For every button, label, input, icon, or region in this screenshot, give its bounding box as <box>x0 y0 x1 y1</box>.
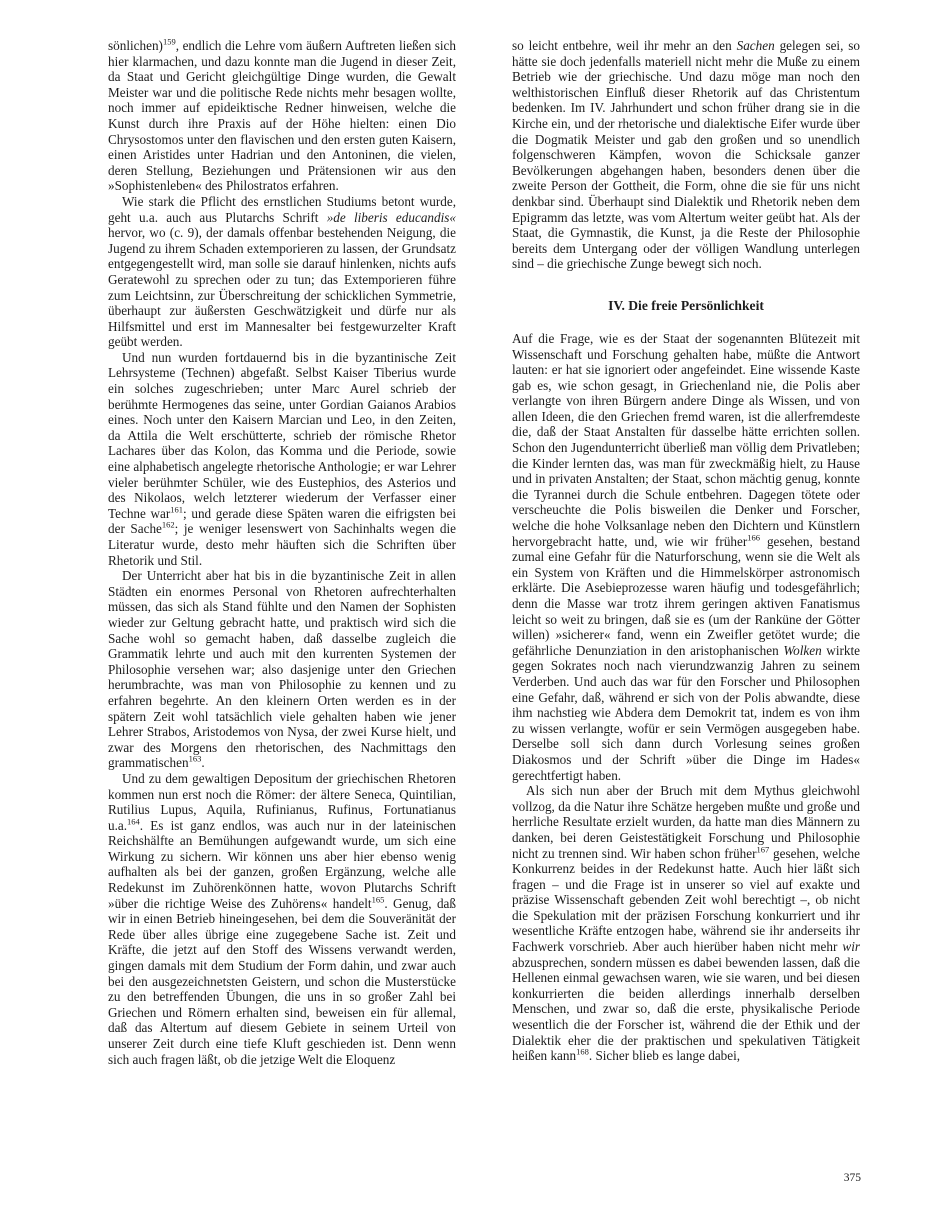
body-text: Und nun wurden fortdauernd bis in die byzantinische Zeit Lehrsysteme (Technen) abgefaßt. Selbst Kaiser Tiberius wurde ein solches zugeschrieben; unter Marc Aurel schrieb der berühmte Hermogenes das seine, unter Gordian Gaianos Arabios eines. Noch unter den Kaisern Marcian und Leo, in den Zeiten, da Attila die Welt erschütterte, schrieb der römische Rhetor Lachares über das Kolon, das Komma und die Periode, sowie eine alphabetisch angelegte rhetorische Anthologie; er war Lehrer vieler berühmter Schüler, wie des Eustephios, des Asterios und des Nikolaos, welch letzterer wiederum der Verfasser einer Techne war <box>108 349 456 521</box>
paragraph <box>512 38 860 272</box>
paragraph <box>512 783 860 1064</box>
body-text: . Sicher blieb es lange dabei, <box>588 1048 741 1064</box>
footnote-ref: 161 <box>170 504 184 515</box>
emphasis-text: Sachen <box>736 38 775 53</box>
body-text: abzusprechen, sondern müssen es dabei bewenden lassen, daß die Hellenen einmal gewachsen waren, wie sie waren, und bei diesen konkurrierten die beiden allerdings innerhalb derselben Menschen, und zwar so, daß die erste, physikalische Periode wesentlich die der Forscher ist, während die der Ethik und der Dialektik eher die der praktischen und spekulativen Tätigkeit heißen kann <box>512 954 860 1064</box>
emphasis-text: wir <box>842 939 860 955</box>
body-text: . Es ist ganz endlos, was auch nur in der lateinischen Reichshälfte an Bemühungen aufgewandt wurde, um sich eine Wirkung zu sichern. Wir können uns aber hier ebenso wenig aufhalten als bei der ganzen, großen Ergänzung, welche alle Redekunst im Zuhörenkönnen hatte, wovon Plutarchs Schrift »über die richtige Weise des Zuhörens« handelt <box>108 817 456 911</box>
footnote-ref: 159 <box>162 36 176 47</box>
emphasis-text: »de liberis educandis« <box>326 209 456 225</box>
body-text: Auf die Frage, wie es der Staat der sogenannten Blütezeit mit Wissenschaft und Forschung gehalten habe, müßte die Antwort lauten: er hat sie ignoriert oder angefeindet. Eine wissende Kaste gab es, wie schon gesagt, in Griechenland nie, die Polis aber verlangte von ihren Bürgern andere Dinge als Wissen, und von allen Ideen, die den Griechen fremd waren, ist die allerfremdeste die, daß der Staat Anstalten für dasselbe hätte errichten sollen. Schon den Jugendunterricht überließ man völlig dem Privatleben; die Kinder lernten das, was man für zweckmäßig hielt, zu Hause und in privaten Anstalten; der Staat, schon mächtig genug, konnte die Tyrannei durch die Schule entbehren. Dagegen tötete oder verscheuchte die Polis bisweilen die Denker und Forscher, welche die hohe Volksanlage neben den Dichtern und Künstlern hervorgebracht hatte, und, wie wir früher <box>512 330 860 549</box>
body-text: Als sich nun aber der Bruch mit dem Mythus gleichwohl vollzog, da die Natur ihre Schätze hergeben mußte und große und herrliche Resultate erzielt wurden, da hatte man dies Männern zu danken, bei deren Geistestätigkeit Forschung und Philosophie nicht zu trennen sind. Wir haben schon früher <box>512 783 860 861</box>
paragraph <box>108 771 456 1067</box>
page-footer <box>844 1172 861 1184</box>
body-text: . <box>201 755 205 771</box>
footnote-ref: 167 <box>756 844 770 855</box>
body-text: gesehen, welche Konkurrenz beides in der Redekunst hatte. Auch hier läßt sich fragen – und die Frage ist in unserer so viel auf exakte und präzise Wissenschaft gebenden Zeit wohl berechtigt –, ob nicht die Spekulation mit der präzisen Forschung konkurriert und ihr wesentliche Kräfte entzogen habe, während sie ihr anderseits ihr Fachwerk vorschrieb. Aber auch hierüber haben nicht mehr <box>512 845 860 955</box>
body-text: sönlichen) <box>108 38 163 53</box>
body-text: ; je weniger lesenswert von Sachinhalts wegen die Literatur wurde, desto mehr häuften sich die Schriften über Rhetorik und Stil. <box>108 521 456 568</box>
footnote-ref: 168 <box>576 1046 589 1057</box>
body-text: so leicht entbehre, weil ihr mehr an den <box>512 38 737 53</box>
section-heading <box>512 298 860 314</box>
footnote-ref: 162 <box>161 520 175 531</box>
body-text: IV. Die freie Persönlichkeit <box>608 297 764 313</box>
body-text: hervor, wo (c. 9), der damals offenbar bestehenden Neigung, die Jugend zu ihrem Schaden extemporieren zu lassen, der Grundsatz entgegengestellt wird, man solle sie darauf hinlenken, nichts aufs Geratewohl zu sprechen oder zu tun; das Extemporieren führe zum Leichtsinn, zur Überschreitung der schicklichen Symmetrie, überhaupt zur äußersten Geschwätzigkeit und dürfe nur als Hilfsmittel und erst im Mannesalter bei festgewurzelter Kraft geübt werden. <box>108 225 456 350</box>
right-column <box>512 38 860 1067</box>
footnote-ref: 166 <box>747 532 760 543</box>
body-text: ; und gerade diese Späten waren die eifrigsten bei der Sache <box>108 505 456 537</box>
paragraph <box>108 38 456 194</box>
emphasis-text: Wolken <box>783 642 822 658</box>
page-number: 375 <box>843 1172 861 1184</box>
text-columns <box>108 38 861 1067</box>
left-column <box>108 38 456 1067</box>
paragraph <box>108 568 456 771</box>
body-text: gelegen sei, so hätte sie doch jedenfalls materiell nicht mehr die Muße zu einem Betrieb wie der griechische. Und dazu möge man noch den welthistorischen Einfluß dieser Rhetorik auf das Christentum bedenken. Im IV. Jahrhundert und schon früher drang sie in die Kirche ein, und der rhetorische und dialektische Eifer wurde über die Dogmatik Meister und gab den großen und so unendlich folgenschweren Kämpfen, wovon die Schicksale ganzer Bevölkerungen abgehangen haben, besonders denen über die zweite Person der Gottheit, die Form, ohne die sie für uns nicht denkbar sind. Überhaupt sind Dialektik und Rhetorik neben dem Epigramm das letzte, was vom Altertum weiter geübt hat. Als der Staat, die Gymnastik, die Kunst, ja die Reste der Philosophie bereits dem Untergang oder der völligen Wandlung unterlegen sind – die griechische Zunge bewegt sich noch. <box>512 38 860 272</box>
body-text: . Genug, daß wir in einen Betrieb hineingesehen, bei dem die Souveränität der Rede über alles übrige eine zugegebene Sache ist. Zeit und Kräfte, die jetzt auf den Stoff des Wissens verwandt werden, gingen damals mit dem Studium der Form dahin, und zwar auch bei den ausgezeichnetsten Geistern, und schon die Musterstücke zu den betreffenden Übungen, die uns in so großer Zahl bei Griechen und Römern erhalten sind, beweisen ein für allemal, daß das Altertum auf diesem Gebiete in seinem Urteil von unserer Zeit durch eine tiefe Kluft geschieden ist. Denn wenn sich auch fragen läßt, ob die jetzige Welt die Eloquenz <box>108 895 456 1067</box>
body-text: , endlich die Lehre vom äußern Auftreten ließen sich hier klarmachen, und dazu konnte man die Jugend in dieser Zeit, da Staat und Gericht gleichgültige Dinge wurden, die Gewalt Meister war und die politische Rede nichts mehr besagen wollte, noch immer auf epideiktische Redner hinweisen, welche die Kunst durch ihre Praxis auf der Höhe hielten: einen Dio Chrysostomos unter den flavischen und den ersten guten Kaisern, einen Aristides unter Hadrian und den Antoninen, die vielen, deren Stellung, Beziehungen und Prätensionen wir aus den »Sophistenleben« des Philostratos erfahren. <box>108 38 456 194</box>
footnote-ref: 165 <box>371 894 385 905</box>
paragraph <box>108 194 456 350</box>
body-text: Wie stark die Pflicht des ernstlichen Studiums betont wurde, geht u.a. auch aus Plutarchs Schrift <box>108 193 456 225</box>
body-text: wirkte gegen Sokrates noch nach vierundzwanzig Jahren zu seinem Verderben. Und auch das war für den Forscher und Philosophen eine Gefahr, daß, während er sich von der Polis abwandte, diese ihm nachstieg wie Abdera dem Demokrit tat, indem es von ihm zu wissen verlangte, wofür er sein Vermögen ausgegeben habe. Derselbe soll sich dann durch Vorlesung seines großen Diakosmos und der Schrift »über die Dinge im Hades« gerechtfertigt haben. <box>512 642 860 783</box>
footnote-ref: 163 <box>188 753 202 764</box>
footnote-ref: 164 <box>127 816 140 827</box>
body-text: gesehen, bestand zumal eine Gefahr für die Naturforschung, wenn sie die Welt als ein System von Kräften und die Himmelskörper astronomisch erklärte. Die Asebieprozesse waren häufig und todesgefährlich; denn die Masse war trotz ihrem geringen aktiven Fanatismus leicht so weit zu bringen, daß sie es (um der Ranküne der Götter willen) »sicherer« fand, wenn ein Zweifler getötet wurde; die gefährliche Denunziation in den aristophanischen <box>512 533 860 658</box>
paragraph <box>512 331 860 783</box>
paragraph <box>108 350 456 568</box>
body-text: Der Unterricht aber hat bis in die byzantinische Zeit in allen Städten ein enormes Personal von Rhetoren aufrechterhalten müssen, das sich als Stand fühlte und den Namen der Sophisten wieder zur Geltung gebracht hatte, und praktisch wird sich die Sache wohl so gemacht haben, daß dasselbe zugleich die Grammatik lehrte und auch mit den kurrenten Systemen der Philosophie versehen war; also dasjenige unter den Griechen herumbrachte, was man von Philosophie zu kennen und zu erfahren begehrte. An den kleinern Orten werden es in der spätern Zeit wohl tatsächlich viele gehalten haben wie jener Lehrer Strabos, Aristodemos von Nysa, der zwei Kurse hielt, und zwar des Morgens den rhetorischen, des Nachmittags den grammatischen <box>108 568 456 771</box>
body-text: Und zu dem gewaltigen Depositum der griechischen Rhetoren kommen nun erst noch die Römer: der ältere Seneca, Quintilian, Rutilius Lupus, Aquila, Rufinianus, Rufinus, Fortunatianus u.a. <box>108 770 456 833</box>
